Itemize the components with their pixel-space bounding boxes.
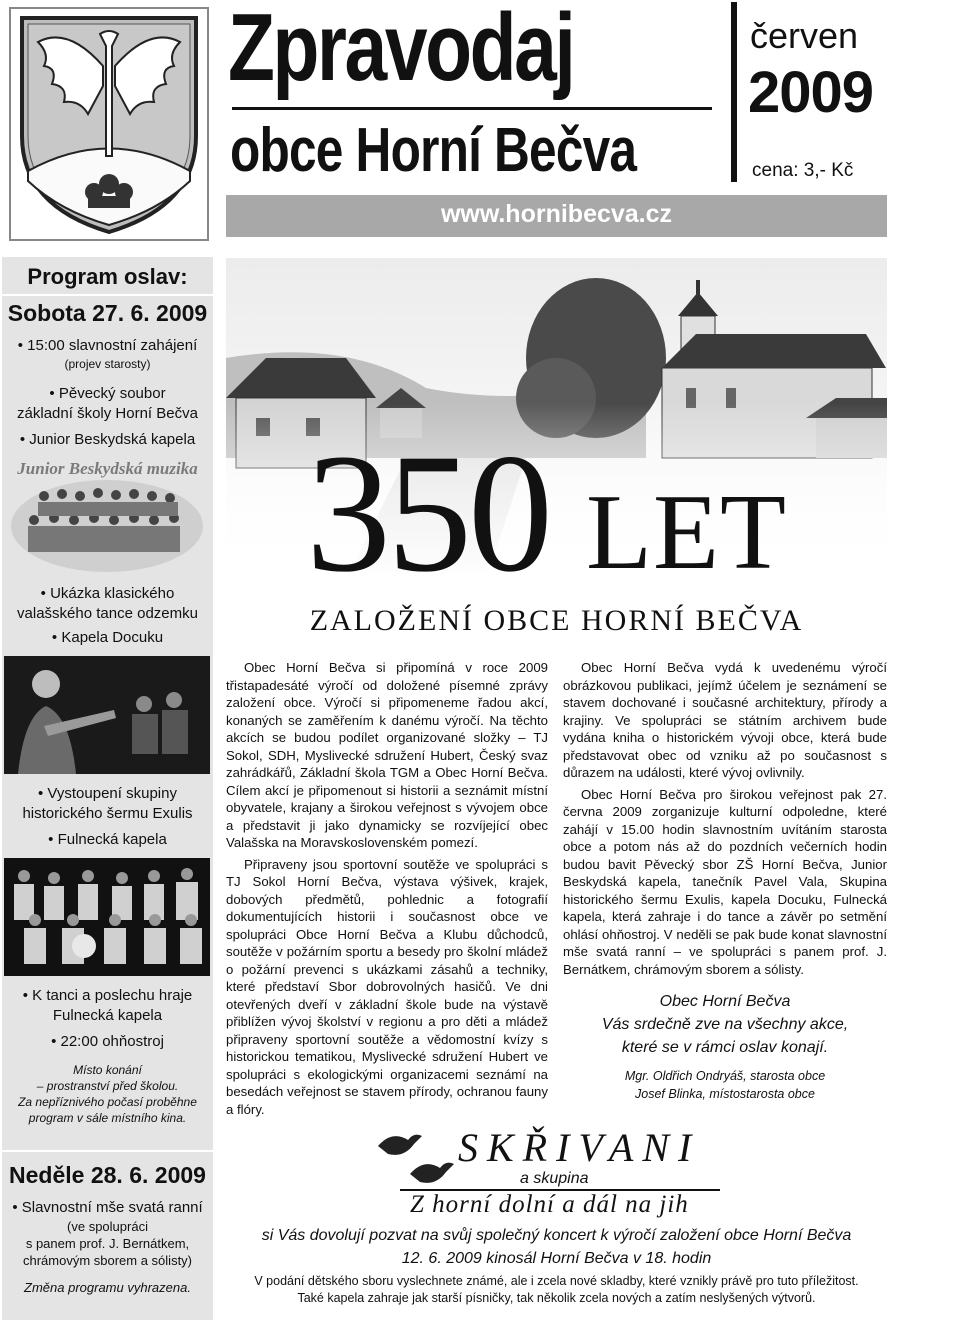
concert-with-group: a skupina xyxy=(520,1170,589,1187)
program-item: • Slavnostní mše svatá ranní xyxy=(12,1199,203,1216)
program-divider xyxy=(2,1150,213,1152)
signer: Josef Blinka, místostarosta obce xyxy=(635,1087,815,1101)
program-item: valašského tance odzemku xyxy=(17,605,198,622)
invitation-line: které se v rámci oslav konají. xyxy=(621,1039,829,1056)
program-item: • Junior Beskydská kapela xyxy=(19,431,196,448)
concert-note: Také kapela zahraje jak starší písničky, tak několik zcela nových a zatím neslyšených výtvorů. xyxy=(297,1291,816,1305)
signer: Mgr. Oldřich Ondryáš, starosta obce xyxy=(624,1069,826,1083)
anniversary-number: 350 xyxy=(306,419,549,607)
article-paragraph: Připraveny jsou sportovní soutěže ve spolupráci s TJ Sokol Horní Bečva, výstava výšivek, krajek, dobových předmětů, pohlednic a fotografií dokumentujících historii i současnost obce ve spolupráci Obce Horní Bečva a Klubu důchodců, soutěže v požárním sportu a besedy pro školní mládež o požární prevenci s ukázkami zásahů a techniky, které představí Sbor dobrovolných hasičů. Ve dni otevřených dveří v základní škole bude na výstavě přiblížen vývoj školství v regionu a pro děti a mládež připraveny sportovní soutěže a vědomostní kvízy s historickou tematikou, Myslivecké sdružení Hubert ve spolupráci s ekologickými organizacemi seznámí na besedách veřejnost se stavem přírody, ochranou fauny a flóry. xyxy=(226,856,548,1117)
program-divider xyxy=(2,294,213,296)
program-item: historického šermu Exulis xyxy=(22,805,193,822)
program-item: • Fulnecká kapela xyxy=(48,831,167,848)
article-column-right xyxy=(563,659,887,978)
signatures xyxy=(563,1067,887,1103)
village-coat-of-arms-logo xyxy=(8,6,210,242)
program-item: základní školy Horní Bečva xyxy=(17,405,198,422)
program-change-note: Změna programu vyhrazena. xyxy=(24,1280,191,1295)
article-paragraph: Obec Horní Bečva si připomíná v roce 2009 třistapadesáté výročí od doložené písemné zprávy založení obce. Výročí si připomeneme řadou akcí, konaných se zaměřením k danému výročí. Na těchto akcích se budou podílet organizované složky – TJ Sokol, SDH, Myslivecké sdružení Hubert, Český svaz zahrádkářů, Základní škola TGM a Obec Horní Bečva. Cílem akcí je připomenout si historii a seznámit místní obyvatele, krajany a širokou veřejnost s vývojem obce a představit ji jako dynamicky se rozvíjející obec Valašska na Moravskoslovenském pomezí. xyxy=(226,660,548,850)
issue-price: cena: 3,- Kč xyxy=(752,160,854,181)
issue-month: červen xyxy=(750,15,859,56)
article-paragraph: Obec Horní Bečva pro širokou veřejnost pak 27. června 2009 zorganizuje kulturní odpoledne, které zahájí v 15.00 hodin slavnostním uvítáním starosta obce a potom nás až do pozdních večerních hodin budou bavit Pěvecký sbor ZŠ Horní Bečva, Junior Beskydská kapela, tanečník Pavel Vala, Skupina historického šermu Exulis, kapela Docuku, Fulnecká kapela, která zahraje i do tance a závěr po setmění ohlásí ohňostroj. V neděli se pak bude konat slavnostní mše svatá ranní – ve spolupráci s panem prof. J. Bernátkem, chrámovým sborem a sólisty. xyxy=(563,786,887,977)
invitation xyxy=(563,990,887,1059)
venue-note: program v sále místního kina. xyxy=(28,1111,187,1125)
program-item-note: (projev starosty) xyxy=(64,357,151,371)
newsletter-subtitle: obce Horní Bečva xyxy=(230,116,637,185)
venue-note: Místo konání xyxy=(73,1063,142,1077)
program-item: Fulnecká kapela xyxy=(52,1007,163,1024)
article-column-left xyxy=(226,659,548,1118)
anniversary-word: LET xyxy=(586,473,787,592)
concert-band-name: SKŘIVANI xyxy=(458,1125,701,1170)
concert-group-name: Z horní dolní a dál na jih xyxy=(410,1191,689,1218)
concert-date-venue: 12. 6. 2009 kinosál Horní Bečva v 18. hodin xyxy=(401,1250,712,1267)
article-paragraph: Obec Horní Bečva vydá k uvedenému výročí obrázkovou publikaci, jejímž účelem je seznámení se stavem dochované i současné architektury, přírody a krajiny. Ve spolupráci se státním archivem bude vydána kniha o historickém vývoji obce, která bude představovat obec od vzniku až po současnost s důrazem na události, které vývoj ovlivnily. xyxy=(563,660,887,780)
program-item: • Pěvecký soubor xyxy=(49,385,166,402)
program-item: • Kapela Docuku xyxy=(51,629,164,646)
header-vertical-divider xyxy=(731,2,737,182)
docuku-band-photo xyxy=(4,656,210,774)
program-item: • Vystoupení skupiny xyxy=(38,785,177,802)
sunday-date: Neděle 28. 6. 2009 xyxy=(9,1162,206,1188)
newsletter-title: Zpravodaj xyxy=(228,0,574,101)
program-heading: Program oslav: xyxy=(27,264,188,289)
issue-year: 2009 xyxy=(748,60,874,125)
program-item-note: chrámovým sborem a sólisty) xyxy=(22,1253,193,1268)
photo-caption: Junior Beskydská muzika xyxy=(17,459,198,478)
program-item: • 22:00 ohňostroj xyxy=(51,1033,164,1050)
program-item: • 15:00 slavnostní zahájení xyxy=(17,337,198,354)
website-link[interactable]: www.hornibecva.cz xyxy=(440,200,673,228)
venue-note: – prostranství před školou. xyxy=(36,1079,179,1093)
invitation-line: Obec Horní Bečva xyxy=(659,993,791,1010)
program-item-note: (ve spolupráci xyxy=(67,1219,148,1234)
saturday-date: Sobota 27. 6. 2009 xyxy=(7,300,208,326)
program-item: • K tanci a poslechu hraje xyxy=(22,987,193,1004)
concert-invitation: si Vás dovolují pozvat na svůj společný koncert k výročí založení obce Horní Bečva xyxy=(261,1227,852,1244)
concert-note: V podání dětského sboru vyslechnete známé, ale i zcela nové skladby, které vznikly právě pro tuto příležitost. xyxy=(254,1274,859,1288)
invitation-line: Vás srdečně zve na všechny akce, xyxy=(601,1016,849,1033)
skylark-birds-icon xyxy=(374,1128,458,1192)
anniversary-subtitle: ZALOŽENÍ OBCE HORNÍ BEČVA xyxy=(309,604,804,637)
program-item: • Ukázka klasického xyxy=(40,585,175,602)
venue-note: Za nepříznivého počasí proběhne xyxy=(18,1095,197,1109)
fulnecka-band-photo xyxy=(4,858,210,976)
program-item-note: s panem prof. J. Bernátkem, xyxy=(25,1236,190,1251)
title-divider xyxy=(232,107,712,110)
